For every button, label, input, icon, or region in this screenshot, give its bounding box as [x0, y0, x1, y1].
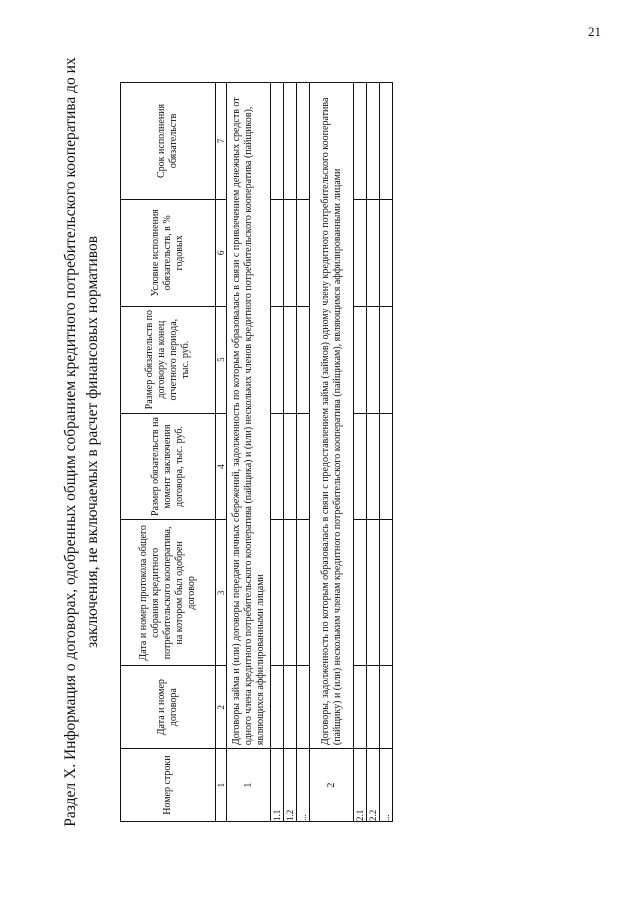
- col-header-end-amount: Размер обязательств по договору на конец отчетного периода, тыс. руб.: [121, 306, 216, 413]
- col-number: 2: [216, 666, 227, 749]
- col-header-initial-amount: Размер обязательств на момент заключения договора, тыс. руб.: [121, 413, 216, 520]
- col-header-term: Срок исполнения обязательств: [121, 83, 216, 200]
- table-row: [354, 83, 367, 822]
- table-row: [367, 83, 380, 822]
- col-header-row-number: Номер строки: [121, 749, 216, 822]
- row-number: 1.2: [284, 749, 297, 822]
- col-header-contract: Дата и номер договора: [121, 666, 216, 749]
- row-number: 2.2: [367, 749, 380, 822]
- col-number: 1: [216, 749, 227, 822]
- col-header-protocol: Дата и номер протокола общего собрания кредитного потребительского кооператива, на котором был одобрен договор: [121, 520, 216, 666]
- col-number: 6: [216, 199, 227, 306]
- col-header-rate: Условие исполнения обязательств, в % годовых: [121, 199, 216, 306]
- table-row: [271, 83, 284, 822]
- col-number: 5: [216, 306, 227, 413]
- table-row: [380, 83, 393, 822]
- table-row: [284, 83, 297, 822]
- section-title: Раздел X. Информация о договорах, одобренных общим собранием кредитного потребительского кооператива до их: [62, 57, 79, 827]
- section-1-row: [227, 83, 271, 822]
- col-number: 7: [216, 83, 227, 200]
- section-1-description: Договоры займа и (или) договоры передачи личных сбережений, задолженность по которым образовалась в связи с привлечением денежных средств от одного члена кредитного потребительского кооператива (пайщика) и (или) нескольких членов кредитного потребительского кооператива (пайщиков), являющихся аффилированными лицами: [227, 83, 271, 749]
- section-subtitle: заключения, не включаемых в расчет финансовых нормативов: [84, 235, 101, 649]
- section-2-description: Договоры, задолженность по которым образовалась в связи с предоставлением займа (займов) одному члену кредитного потребительского кооператива (пайщику) и (или) нескольким членам кредитного потребительского кооператива (пайщикам), являющимся аффилированными лицами: [310, 83, 354, 749]
- rotated-page-content: [60, 22, 630, 862]
- row-number: 2.1: [354, 749, 367, 822]
- row-number: 2: [310, 749, 354, 822]
- page-number: 21: [588, 24, 601, 39]
- table-row: [297, 83, 310, 822]
- row-number: 1: [227, 749, 271, 822]
- header-row: [121, 83, 216, 822]
- row-number: ...: [380, 749, 393, 822]
- col-number: 3: [216, 520, 227, 666]
- col-number: 4: [216, 413, 227, 520]
- row-number: ...: [297, 749, 310, 822]
- row-number: 1.1: [271, 749, 284, 822]
- section-2-row: [310, 83, 354, 822]
- contracts-table: [120, 82, 393, 822]
- column-numbers-row: [216, 83, 227, 822]
